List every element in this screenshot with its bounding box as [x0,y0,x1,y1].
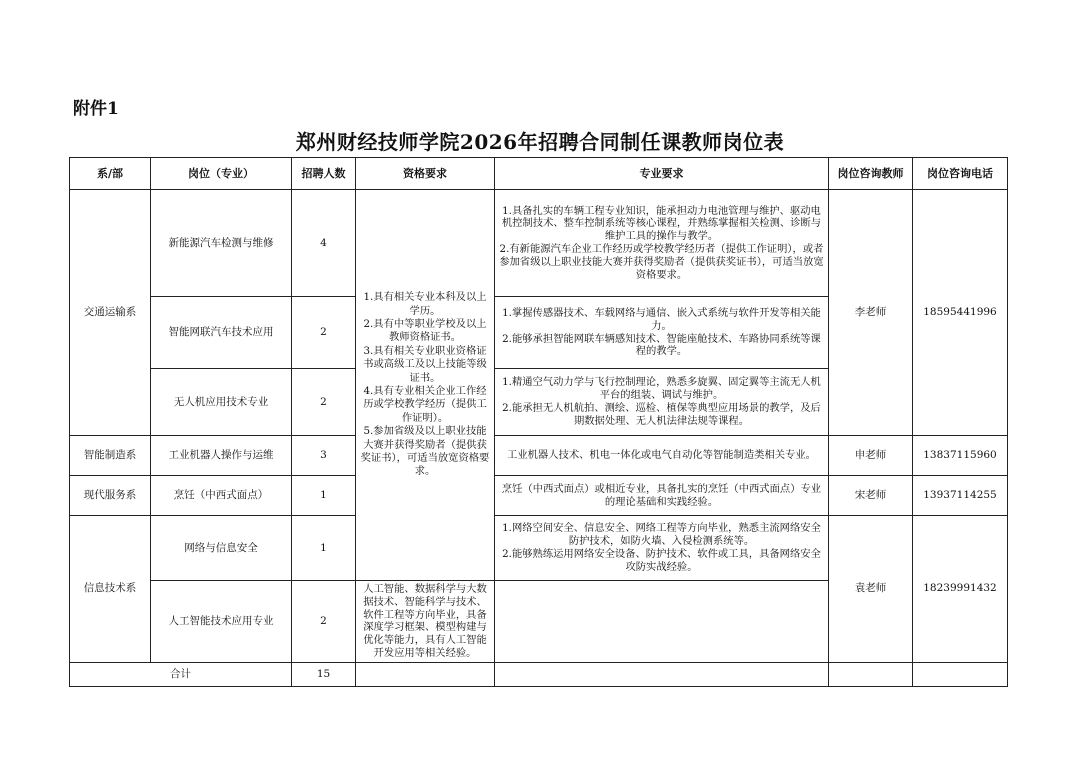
total-empty-cell [495,662,829,686]
table-header-row [70,158,1008,190]
total-empty-cell [913,662,1008,686]
requirement-cell: 1.掌握传感器技术、车载网络与通信、嵌入式系统与软件开发等相关能力。 2.能够承担智能网联车辆感知技术、智能座舱技术、车路协同系统等课程的教学。 [495,297,829,369]
position-cell: 烹饪（中西式面点） [151,476,292,516]
requirement-cell: 1.具备扎实的车辆工程专业知识，能承担动力电池管理与维护、驱动电机控制技术、整车控制系统等核心课程，并熟练掌握相关检测、诊断与维护工具的操作与教学。 2.有新能源汽车企业工作经历或学校教学经历者（提供工作证明），或者参加省级以上职业技能大赛并获得奖励者（提供获奖证书），可适当放宽资格要求。 [495,190,829,297]
phone-cell: 18595441996 [913,190,1008,436]
dept-cell: 交通运输系 [70,190,151,436]
requirement-cell: 1.网络空间安全、信息安全、网络工程等方向毕业，熟悉主流网络安全防护技术，如防火墙、入侵检测系统等。 2.能够熟练运用网络安全设备、防护技术、软件或工具，具备网络安全攻防实战经验。 [495,516,829,581]
position-cell: 人工智能技术应用专业 [151,581,292,663]
position-cell: 网络与信息安全 [151,516,292,581]
count-cell: 1 [292,516,356,581]
requirement-cell: 人工智能、数据科学与大数据技术、智能科学与技术、软件工程等方向毕业，具备深度学习框架、模型构建与优化等能力，具有人工智能开发应用等相关经验。 [356,581,495,663]
header-qualification: 资格要求 [356,158,495,190]
count-cell: 2 [292,581,356,663]
attachment-label: 附件1 [73,99,119,119]
consultant-cell: 袁老师 [829,516,913,663]
header-count: 招聘人数 [292,158,356,190]
count-cell: 4 [292,190,356,297]
count-cell: 1 [292,476,356,516]
position-cell: 新能源汽车检测与维修 [151,190,292,297]
total-label: 合计 [70,662,292,686]
position-cell: 智能网联汽车技术应用 [151,297,292,369]
header-major-requirement: 专业要求 [495,158,829,190]
header-position: 岗位（专业） [151,158,292,190]
dept-cell: 智能制造系 [70,436,151,476]
header-consultant: 岗位咨询教师 [829,158,913,190]
total-count: 15 [292,662,356,686]
header-phone: 岗位咨询电话 [913,158,1008,190]
count-cell: 2 [292,369,356,436]
table-row [70,190,1008,297]
requirement-cell: 工业机器人技术、机电一体化或电气自动化等智能制造类相关专业。 [495,436,829,476]
total-row [70,662,1008,686]
dept-cell: 现代服务系 [70,476,151,516]
table-row [70,436,1008,476]
phone-cell: 13937114255 [913,476,1008,516]
table-row [70,516,1008,581]
requirement-cell: 烹饪（中西式面点）或相近专业，具备扎实的烹饪（中西式面点）专业的理论基础和实践经验。 [495,476,829,516]
consultant-cell: 李老师 [829,190,913,436]
phone-cell: 18239991432 [913,516,1008,663]
dept-cell: 信息技术系 [70,516,151,663]
requirement-cell: 1.精通空气动力学与飞行控制理论，熟悉多旋翼、固定翼等主流无人机平台的组装、调试与维护。 2.能承担无人机航拍、测绘、巡检、植保等典型应用场景的教学，及后期数据处理、无人机法律法规等课程。 [495,369,829,436]
phone-cell: 13837115960 [913,436,1008,476]
position-cell: 工业机器人操作与运维 [151,436,292,476]
table-row [70,476,1008,516]
total-empty-cell [829,662,913,686]
consultant-cell: 申老师 [829,436,913,476]
qualification-cell: 1.具有相关专业本科及以上学历。 2.具有中等职业学校及以上教师资格证书。 3.具有相关专业职业资格证书或高级工及以上技能等级证书。 4.具有专业相关企业工作经历或学校教学经历（提供工作证明）。 5.参加省级及以上职业技能大赛并获得奖励者（提供获奖证书），可适当放宽资格要求。 [356,190,495,581]
header-dept: 系/部 [70,158,151,190]
position-cell: 无人机应用技术专业 [151,369,292,436]
count-cell: 3 [292,436,356,476]
total-empty-cell [356,662,495,686]
page-title: 郑州财经技师学院2026年招聘合同制任课教师岗位表 [295,130,785,154]
consultant-cell: 宋老师 [829,476,913,516]
recruitment-table [69,157,1008,687]
count-cell: 2 [292,297,356,369]
